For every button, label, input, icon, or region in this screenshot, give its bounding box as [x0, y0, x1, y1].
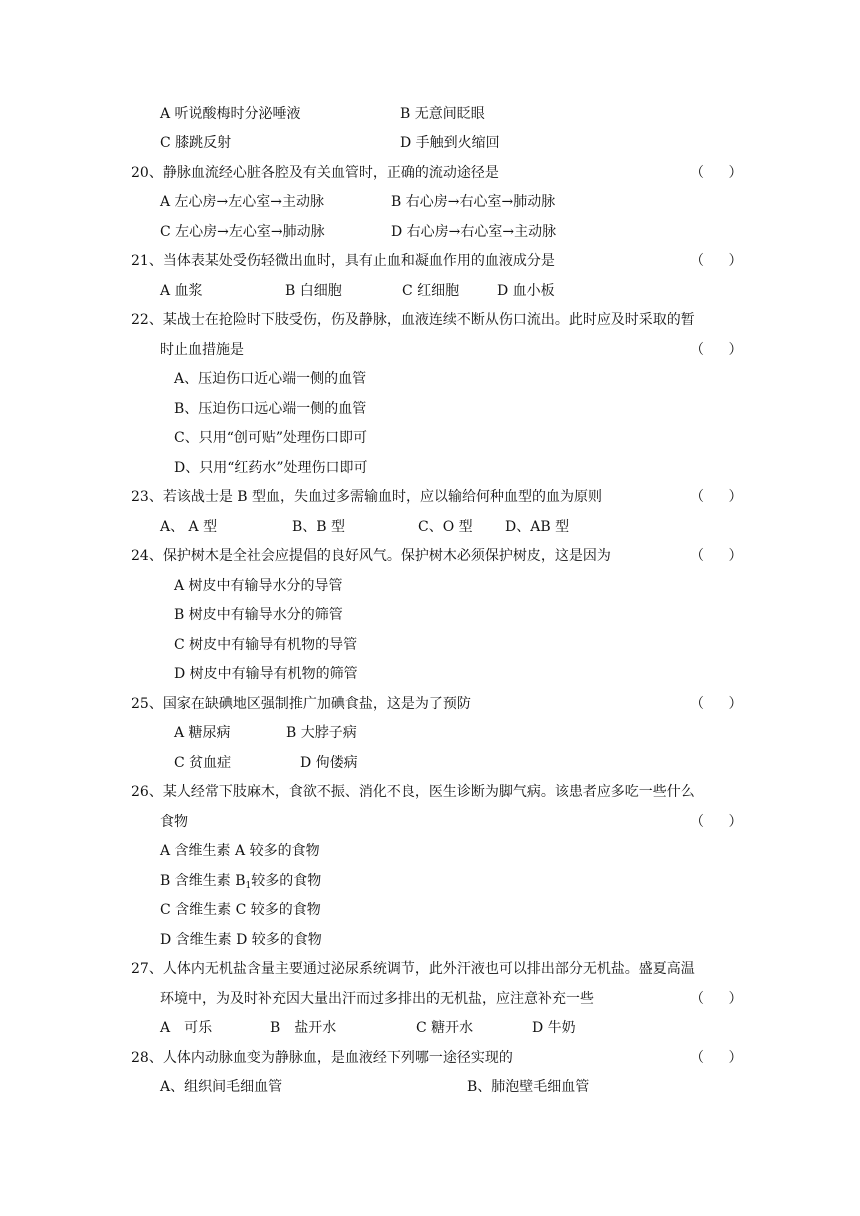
q26-option-c: C 含维生素 C 较多的食物	[160, 902, 321, 918]
q25-stem: 25、国家在缺碘地区强制推广加碘食盐，这是为了预防	[131, 696, 471, 712]
q23-answer-blank: （ ）	[690, 489, 753, 505]
q20-option-d: D 右心房→右心室→主动脉	[391, 224, 557, 240]
q19-option-d: D 手触到火缩回	[400, 135, 500, 151]
q26-option-b-prefix: B 含维生素 B	[160, 873, 246, 889]
q23-option-c: C、O 型	[418, 519, 473, 535]
q20-option-c: C 左心房→左心室→肺动脉	[160, 224, 325, 240]
q25-answer-blank: （ ）	[690, 696, 753, 712]
q21-stem: 21、当体表某处受伤轻微出血时，具有止血和凝血作用的血液成分是	[131, 253, 555, 269]
q24-option-b: B 树皮中有输导水分的筛管	[174, 607, 343, 623]
q23-option-a: A、 A 型	[160, 519, 218, 535]
q19-option-c: C 膝跳反射	[160, 135, 232, 151]
q24-option-c: C 树皮中有输导有机物的导管	[174, 637, 358, 653]
q20-option-a: A 左心房→左心室→主动脉	[160, 194, 325, 210]
q27-option-d: D 牛奶	[532, 1020, 576, 1036]
q26-option-b	[160, 871, 321, 891]
q22-option-a: A、压迫伤口近心端一侧的血管	[174, 371, 367, 387]
q26-option-a: A 含维生素 A 较多的食物	[160, 843, 320, 859]
q20-stem: 20、静脉血流经心脏各腔及有关血管时，正确的流动途径是	[131, 165, 499, 181]
q27-stem-line1: 27、人体内无机盐含量主要通过泌尿系统调节，此外汗液也可以排出部分无机盐。盛夏高温	[131, 961, 695, 977]
q24-option-a: A 树皮中有输导水分的导管	[174, 578, 343, 594]
q28-option-a: A、组织间毛细血管	[160, 1079, 283, 1095]
q24-option-d: D 树皮中有输导有机物的筛管	[174, 666, 358, 682]
q23-stem: 23、若该战士是 B 型血，失血过多需输血时，应以输给何种血型的血为原则	[131, 489, 603, 505]
q25-option-a: A 糖尿病	[174, 725, 231, 741]
q19-option-a: A 听说酸梅时分泌唾液	[160, 106, 301, 122]
q27-option-c: C 糖开水	[416, 1020, 474, 1036]
q27-answer-blank: （ ）	[690, 991, 753, 1007]
q28-stem: 28、人体内动脉血变为静脉血，是血液经下列哪一途径实现的	[131, 1050, 513, 1066]
q20-option-b: B 右心房→右心室→肺动脉	[391, 194, 556, 210]
q22-option-c: C、只用“创可贴”处理伤口即可	[174, 430, 368, 446]
q22-stem-line2: 时止血措施是	[160, 342, 244, 358]
q27-stem-line2: 环境中，为及时补充因大量出汗而过多排出的无机盐，应注意补充一些	[160, 991, 594, 1007]
q22-stem-line1: 22、某战士在抢险时下肢受伤，伤及静脉，血液连续不断从伤口流出。此时应及时采取的暂	[131, 312, 695, 328]
q27-option-a: A 可乐	[160, 1020, 213, 1036]
q23-option-d: D、AB 型	[505, 519, 570, 535]
q21-option-d: D 血小板	[497, 283, 555, 299]
q28-option-b: B、肺泡壁毛细血管	[467, 1079, 590, 1095]
q25-option-b: B 大脖子病	[286, 725, 357, 741]
q22-option-b: B、压迫伤口远心端一侧的血管	[174, 401, 367, 417]
q24-stem: 24、保护树木是全社会应提倡的良好风气。保护树木必须保护树皮，这是因为	[131, 548, 611, 564]
q20-answer-blank: （ ）	[690, 165, 753, 181]
q26-answer-blank: （ ）	[690, 814, 753, 830]
q22-answer-blank: （ ）	[690, 342, 753, 358]
q26-stem-line2: 食物	[160, 814, 188, 830]
q22-option-d: D、只用“红药水”处理伤口即可	[174, 460, 368, 476]
q25-option-c: C 贫血症	[174, 755, 232, 771]
q21-option-b: B 白细胞	[285, 283, 342, 299]
q21-option-c: C 红细胞	[402, 283, 460, 299]
q24-answer-blank: （ ）	[690, 548, 753, 564]
q27-option-b: B 盐开水	[270, 1020, 337, 1036]
q26-stem-line1: 26、某人经常下肢麻木，食欲不振、消化不良，医生诊断为脚气病。该患者应多吃一些什么	[131, 784, 695, 800]
q26-option-d: D 含维生素 D 较多的食物	[160, 932, 322, 948]
q26-option-b-subscript: 1	[245, 881, 252, 891]
q25-option-d: D 佝偻病	[300, 755, 358, 771]
q23-option-b: B、B 型	[292, 519, 346, 535]
q21-option-a: A 血浆	[160, 283, 203, 299]
q19-option-b: B 无意间眨眼	[400, 106, 485, 122]
q26-option-b-suffix: 较多的食物	[251, 873, 322, 889]
q28-answer-blank: （ ）	[690, 1050, 753, 1066]
q21-answer-blank: （ ）	[690, 253, 753, 269]
